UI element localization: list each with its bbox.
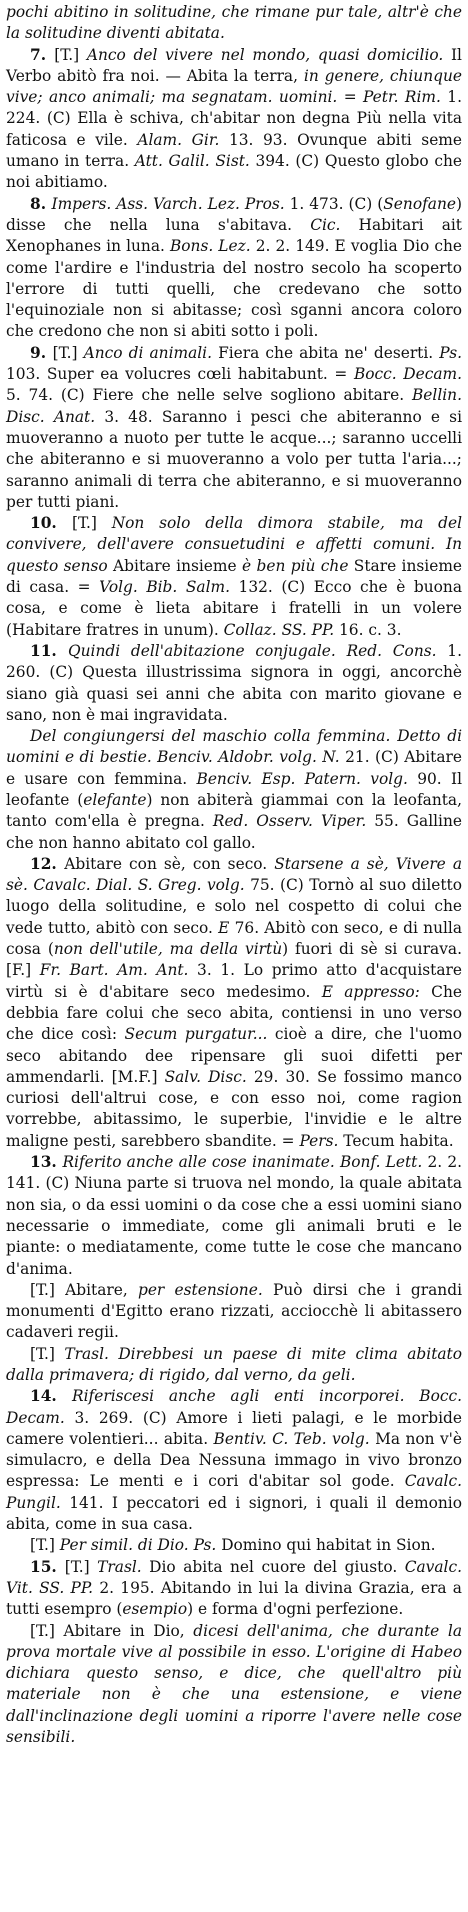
sense-number: 15.	[30, 1557, 65, 1576]
text-run: 2. 2. 141. (C) Niuna parte si truova nel mondo, la quale abitata non sia, o da essi uomini o da cose che a essi uomini siano necessarie o immediate, come gli animali bruti e le piante: o mediatamente, come tutte le cose che mancano d'anima.	[6, 1153, 463, 1278]
italic-gloss: Del congiungersi del maschio colla femmina. Detto di uomini e di bestie. Benciv. Aldobr. volg. N.	[6, 727, 462, 767]
text-run: 90. Il leofante (	[6, 769, 462, 809]
italic-gloss: Secum purgatur...	[124, 1025, 268, 1044]
italic-gloss: Benciv. Esp. Patern. volg.	[196, 769, 408, 788]
italic-gloss: Trasl.	[97, 1557, 142, 1576]
text-run: ) disse che nella luna s'abitava.	[6, 194, 462, 234]
entry-paragraph	[6, 1535, 462, 1556]
text-run: 2. 2. 149. E voglia Dio che come l'ardire e l'industria del nostro secolo ha scoperto l'errore di tutti quelli, che credevano che sotto l'equinoziale non si abitasse; così sganni ancora coloro che credono che non si abiti sotto i poli.	[6, 237, 462, 341]
text-run: ) e forma d'ogni perfezione.	[187, 1600, 404, 1619]
entry-paragraph	[6, 854, 462, 1152]
italic-gloss: Volg. Bib. Salm.	[99, 578, 230, 597]
sense-number: 9.	[30, 343, 53, 362]
text-run: 21. (C) Abitare e usare con femmina.	[6, 748, 462, 788]
text-run: 394. (C) Questo globo che noi abitiamo.	[6, 152, 462, 192]
italic-gloss: Per simil. di Dio. Ps.	[59, 1536, 217, 1555]
italic-gloss: Cavalc. Vit. SS. PP.	[6, 1557, 462, 1597]
italic-gloss: Bons. Lez.	[169, 237, 251, 256]
text-run: Dio abita nel cuore del giusto.	[141, 1557, 405, 1576]
italic-gloss: Bentiv. C. Teb. volg.	[213, 1429, 370, 1448]
italic-gloss: Att. Galil. Sist.	[134, 152, 250, 171]
italic-gloss: Collaz. SS. PP.	[223, 620, 335, 639]
text-run: Ma non v'è simulacro, e della Dea Nessuna immago in vivo bronzo espressa: Le menti e i cori d'abitar sol gode.	[6, 1429, 462, 1491]
sense-number: 13.	[30, 1153, 63, 1172]
entry-paragraph	[6, 1344, 462, 1387]
entry-paragraph	[6, 343, 462, 513]
italic-gloss: per estensione.	[137, 1280, 263, 1299]
italic-gloss: dicesi dell'anima, che durante la prova mortale vive al possibile in esso. L'origine di Habeo dichiara questo senso, e dice, che quell'altro più materiale non è che una estensione, e viene dall'inclinazione degli uomini a riporre l'avere nelle cose sensibili.	[6, 1621, 462, 1747]
text-run: [T.]	[30, 1536, 60, 1555]
italic-gloss: Cic.	[310, 215, 341, 234]
text-run: [T.]	[30, 1344, 65, 1363]
text-run: Può dirsi che i grandi monumenti d'Egitto erano rizzati, acciocchè li abitassero cadaveri regii.	[6, 1280, 462, 1342]
italic-gloss: Riferito anche alle cose inanimate. Bonf. Lett.	[62, 1153, 423, 1172]
text-run: [T.]	[52, 343, 84, 362]
text-run: Habitari ait Xenophanes in luna.	[6, 215, 462, 256]
text-run: 3. 269. (C) Amore i lieti palagi, e le morbide camere volentieri... abita.	[6, 1408, 462, 1448]
italic-gloss: elefante	[83, 790, 147, 809]
text-run: 76. Abitò con seco, e di nulla cosa (	[6, 918, 463, 959]
entry-text	[6, 2, 462, 1748]
text-run: [T.]	[64, 1557, 98, 1576]
text-run: [T.] Abitare,	[30, 1280, 138, 1299]
text-run: Tecum habita.	[338, 1131, 454, 1150]
italic-gloss: Anco di animali.	[83, 343, 212, 362]
italic-gloss: Starsene a sè, Vivere a sè. Cavalc. Dial. S. Greg. volg.	[6, 854, 462, 895]
italic-gloss: E appresso:	[321, 982, 420, 1001]
text-run: [T.]	[54, 45, 87, 64]
entry-paragraph	[6, 1280, 462, 1344]
text-run: 103. Super ea volucres cœli habitabunt. =	[6, 365, 354, 384]
text-run: =	[337, 88, 364, 107]
text-run: [T.] Abitare in Dio,	[30, 1621, 194, 1640]
text-run: 3. 48. Saranno i pesci che abiteranno e si muoveranno a nuoto per tutte le acque...; saranno uccelli che abiteranno e si muoveranno a volo per tutta l'aria...; saranno animali di terra che abiteranno, e si muoveranno per tutti piani.	[6, 407, 462, 511]
text-run: 2. 195. Abitando in lui la divina Grazia, era a tutti esempro (	[6, 1578, 462, 1619]
sense-number: 12.	[30, 854, 65, 873]
text-run: Il Verbo abitò fra noi. — Abita la terra,	[6, 45, 462, 85]
italic-gloss: Fr. Bart. Am. Ant.	[39, 961, 189, 980]
italic-gloss: Alam. Gir.	[137, 130, 220, 149]
sense-number: 11.	[30, 641, 69, 660]
italic-gloss: è ben più che	[242, 556, 349, 575]
entry-paragraph	[6, 641, 462, 726]
text-run: 3. 1. Lo primo atto d'acquistare virtù si è d'abitare seco medesimo.	[6, 961, 462, 1001]
text-run: Stare insieme di casa. =	[6, 556, 463, 597]
italic-gloss: E	[218, 918, 230, 937]
entry-paragraph	[6, 194, 462, 343]
text-run: 16. c. 3.	[334, 620, 402, 639]
italic-gloss: Anco del vivere nel mondo, quasi domicilio.	[86, 45, 444, 64]
text-run: ) fuori di sè si curava. [F.]	[6, 940, 462, 980]
italic-gloss: Red. Osserv. Viper.	[212, 812, 367, 831]
entry-paragraph	[6, 1152, 462, 1280]
text-run: 1. 224. (C) Ella è schiva, ch'abitar non degna Più nella vita faticosa e vile.	[6, 88, 462, 149]
italic-gloss: pochi abitino in solitudine, che rimane pur tale, altr'è che la solitudine diventi abitata.	[6, 3, 462, 43]
text-run: Che debbia fare colui che seco abita, contiensi in uno verso che dice così:	[6, 982, 462, 1044]
text-run: 29. 30. Se fossimo manco curiosi dell'altrui cose, e con esso noi, come ragion vorrebbe, abitassimo, le superbie, l'invidie e le altre maligne pesti, sarebbero sbandite. =	[6, 1067, 462, 1150]
entry-paragraph	[6, 726, 462, 854]
text-run: [T.]	[72, 514, 112, 533]
entry-paragraph	[6, 513, 462, 641]
italic-gloss: Non solo della dimora stabile, ma del convivere, dell'avere consuetudini e affetti comuni. In questo senso	[6, 514, 463, 575]
text-run: Domino qui habitat in Sion.	[216, 1536, 436, 1555]
entry-paragraph	[6, 45, 462, 194]
italic-gloss: Quindi dell'abitazione conjugale. Red. Cons.	[68, 641, 437, 660]
italic-gloss: Bellin. Disc. Anat.	[6, 386, 462, 426]
sense-number: 8.	[30, 194, 52, 213]
text-run: 1. 473. (C) (	[284, 194, 384, 213]
text-run: cioè a dire, che l'uomo seco abitando dee ripensare gli suoi difetti per ammendarli. [M.F.]	[6, 1025, 462, 1086]
entry-paragraph	[6, 1386, 462, 1535]
text-run: 55. Galline che non hanno abitato col gallo.	[6, 812, 462, 852]
italic-gloss: Senofane	[383, 194, 456, 213]
italic-gloss: Impers. Ass. Varch. Lez. Pros.	[51, 194, 285, 213]
italic-gloss: non dell'utile, ma della virtù	[53, 940, 283, 959]
text-run: 132. (C) Ecco che è buona cosa, e come è lieta abitare i fratelli in un volere (Habitare fratres in unum).	[6, 578, 463, 639]
italic-gloss: in genere, chiunque vive; anco animali; ma segnatam. uomini.	[6, 66, 463, 107]
sense-number: 14.	[30, 1387, 73, 1406]
italic-gloss: Salv. Disc.	[164, 1067, 247, 1086]
text-run: 5. 74. (C) Fiere che nelle selve sogliono abitare.	[6, 386, 412, 405]
italic-gloss: esempio	[122, 1600, 188, 1619]
entry-paragraph	[6, 1557, 462, 1621]
entry-paragraph	[6, 1621, 462, 1749]
italic-gloss: Cavalc. Pungil.	[6, 1472, 462, 1512]
italic-gloss: Trasl. Direbbesi un paese di mite clima abitato dalla primavera; di rigido, dal verno, da geli.	[6, 1344, 463, 1384]
text-run: 1. 260. (C) Questa illustrissima signora in oggi, ancorchè siano già quasi sei anni che abita con marito giovane e sano, non è mai ingravidata.	[6, 641, 462, 724]
sense-number: 7.	[30, 45, 55, 64]
text-run: 75. (C) Tornò al suo diletto luogo della solitudine, e solo nel cospetto di colui che vede tutto, abitò con seco.	[6, 876, 462, 937]
italic-gloss: Pers.	[299, 1131, 339, 1150]
italic-gloss: Petr. Rim.	[363, 88, 441, 107]
text-run: Abitare insieme	[107, 556, 242, 575]
italic-gloss: Ps.	[439, 343, 462, 362]
sense-number: 10.	[30, 514, 73, 533]
text-run: 13. 93. Ovunque abiti seme umano in terra.	[6, 130, 462, 171]
italic-gloss: Bocc. Decam.	[353, 365, 462, 384]
text-run: ) non abiterà giammai con la leofanta, tanto com'ella è pregna.	[6, 790, 462, 831]
entry-paragraph	[6, 2, 462, 45]
text-run: 141. I peccatori ed i signori, i quali il demonio abita, come in sua casa.	[6, 1493, 462, 1534]
italic-gloss: Riferiscesi anche agli enti incorporei. Bocc. Decam.	[6, 1387, 462, 1427]
text-run: Fiera che abita ne' deserti.	[212, 343, 440, 362]
text-run: Abitare con sè, con seco.	[64, 854, 275, 873]
